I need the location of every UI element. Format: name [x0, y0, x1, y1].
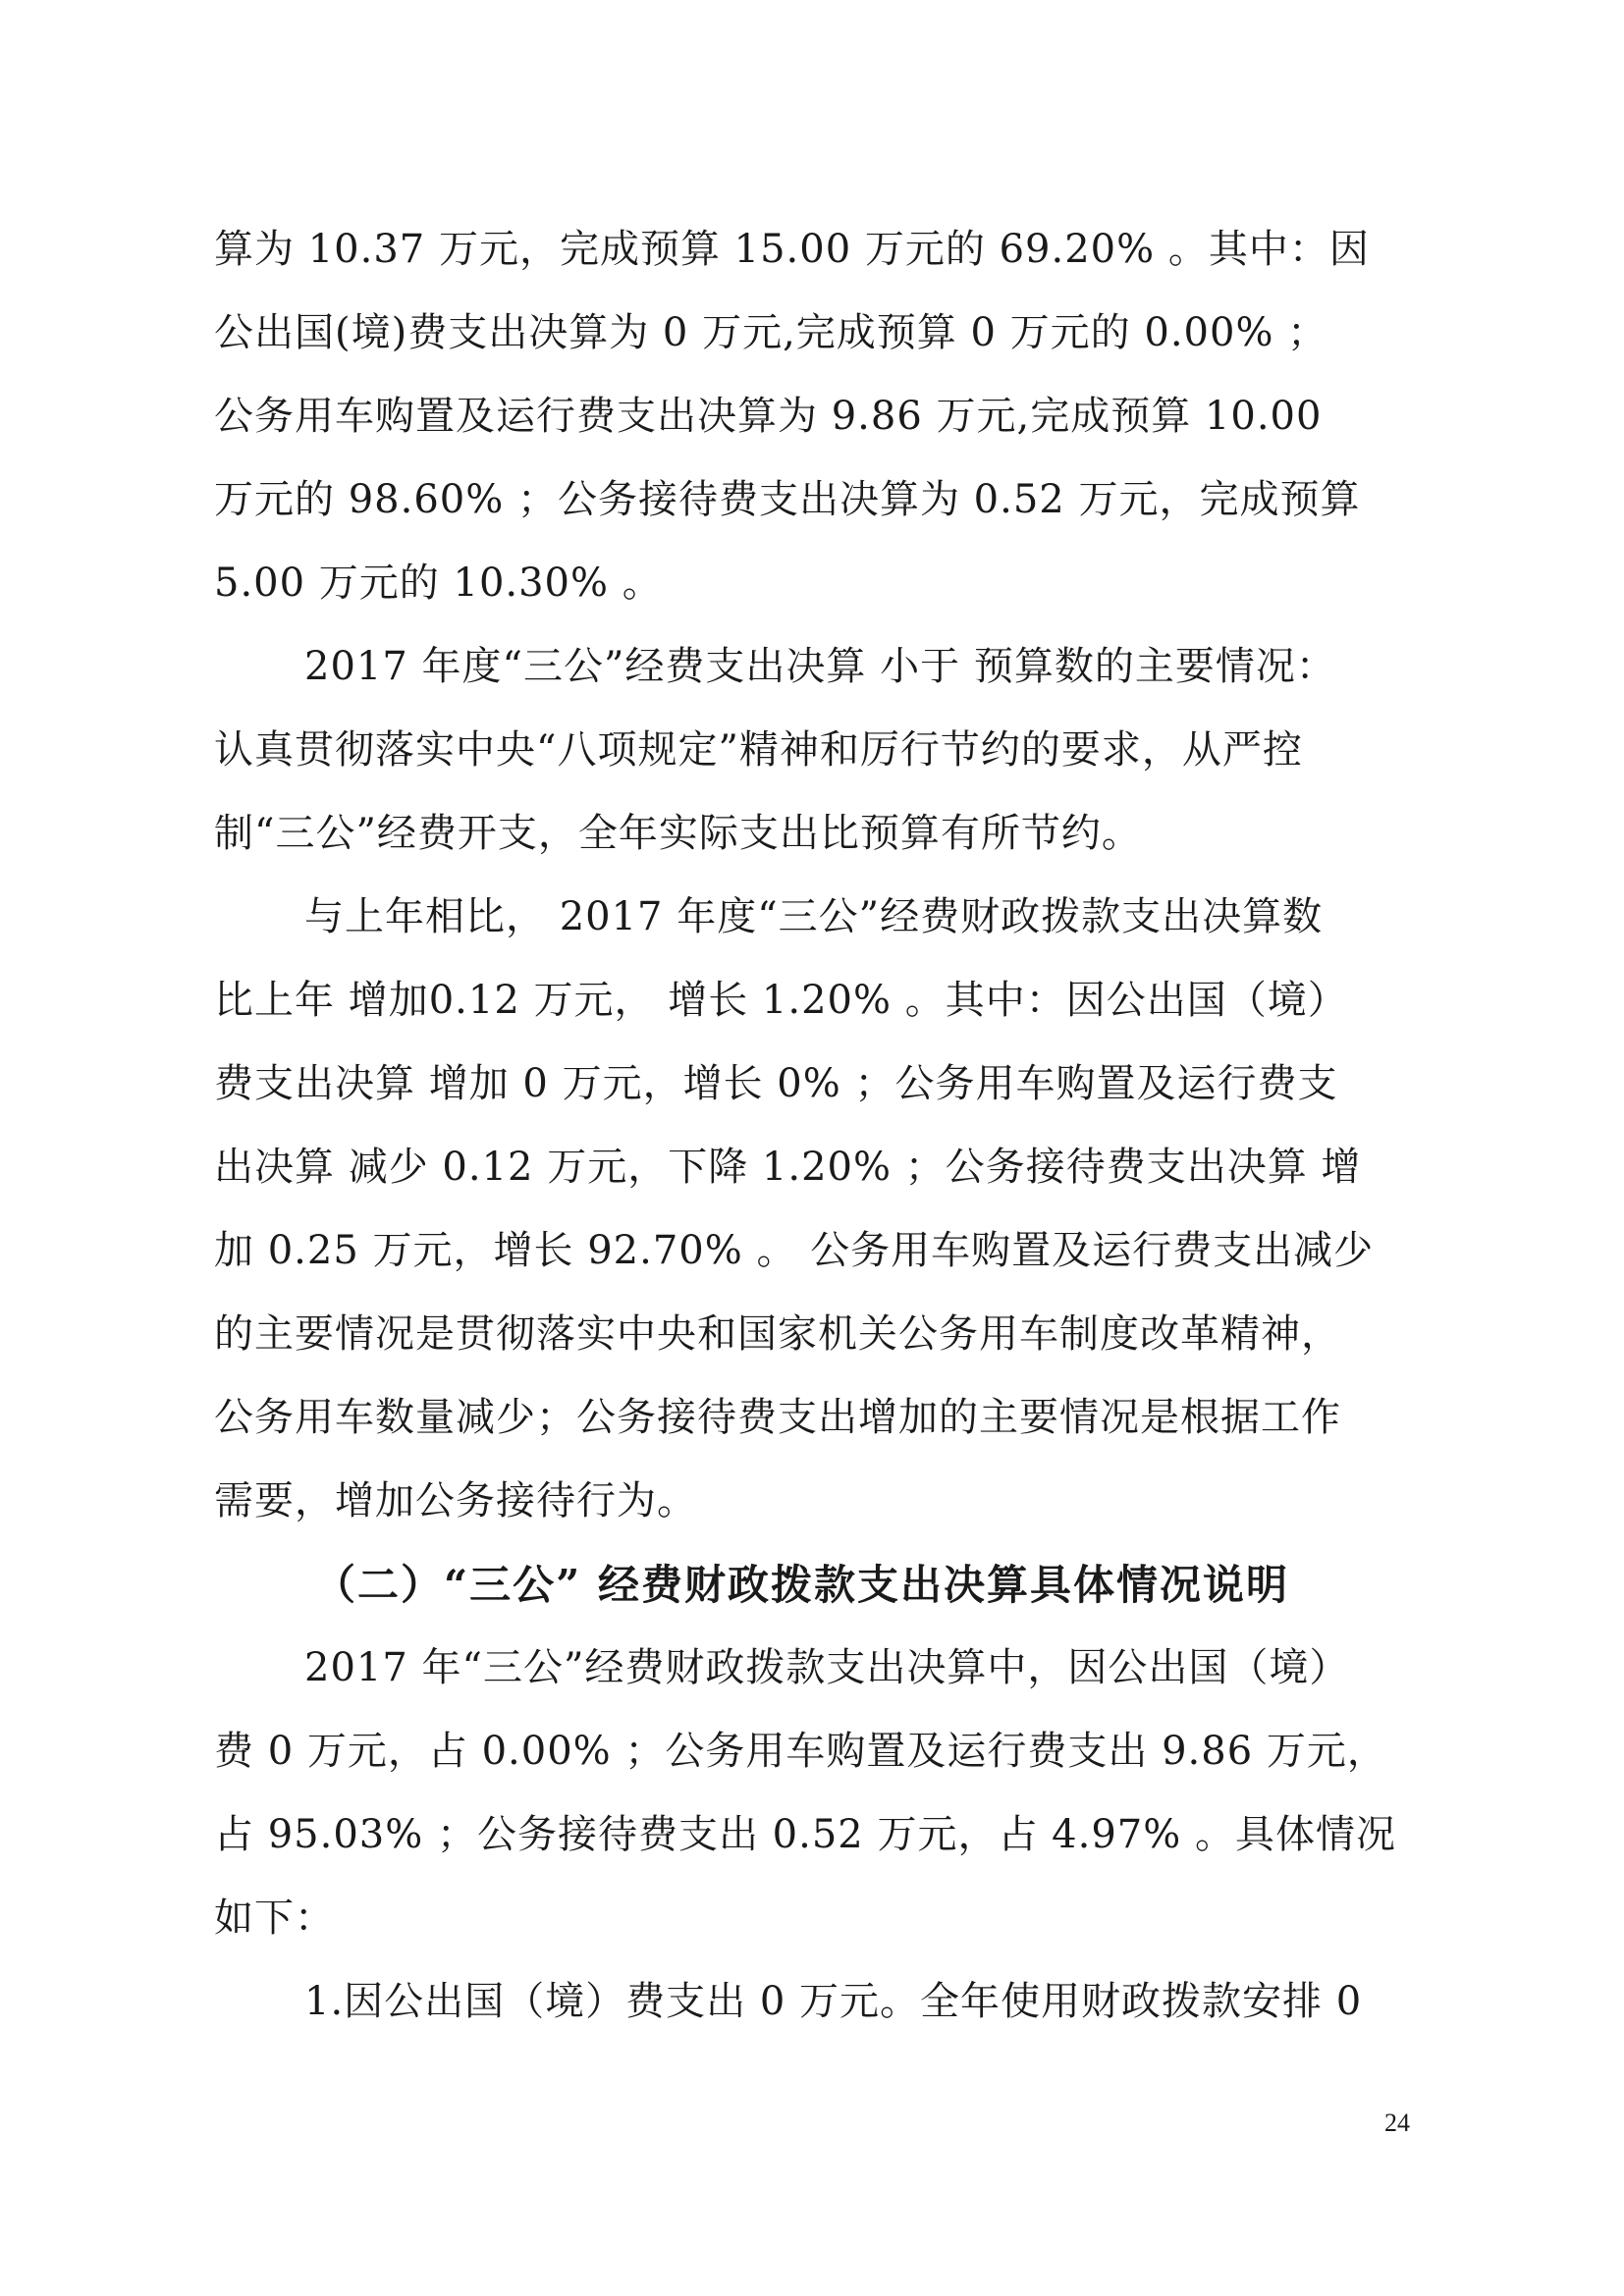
- text-line: 的主要情况是贯彻落实中央和国家机关公务用车制度改革精神，: [214, 1311, 1341, 1357]
- text-line: 占 95.03% ；公务接待费支出 0.52 万元，占 4.97% 。具体情况: [214, 1812, 1396, 1857]
- text-line: 如下：: [214, 1896, 335, 1941]
- body-text: [214, 208, 1432, 2044]
- text-line: 公出国(境)费支出决算为 0 万元,完成预算 0 万元的 0.00% ；: [214, 310, 1328, 355]
- text-line: 需要，增加公务接待行为。: [214, 1478, 697, 1523]
- page-number: 24: [1384, 2109, 1410, 2137]
- text-line: 比上年 增加0.12 万元， 增长 1.20% 。其中：因公出国（境）: [214, 978, 1348, 1023]
- text-line: 出决算 减少 0.12 万元，下降 1.20% ；公务接待费支出决算 增: [214, 1145, 1362, 1190]
- text-line: 加 0.25 万元，增长 92.70% 。 公务用车购置及运行费支出减少: [214, 1228, 1375, 1273]
- text-line: 费 0 万元，占 0.00% ；公务用车购置及运行费支出 9.86 万元，: [214, 1729, 1387, 1774]
- text-line: 算为 10.37 万元，完成预算 15.00 万元的 69.20% 。其中：因: [214, 227, 1370, 272]
- text-line: 制“三公”经费开支，全年实际支出比预算有所节约。: [214, 811, 1142, 856]
- text-line: 费支出决算 增加 0 万元，增长 0% ；公务用车购置及运行费支: [214, 1061, 1338, 1106]
- text-line: 万元的 98.60% ；公务接待费支出决算为 0.52 万元，完成预算: [214, 477, 1361, 522]
- list-item-line: 1.因公出国（境）费支出 0 万元。全年使用财政拨款安排 0: [304, 1979, 1363, 2024]
- paragraph-start-line: 2017 年度“三公”经费支出决算 小于 预算数的主要情况：: [304, 644, 1336, 689]
- text-line: 公务用车购置及运行费支出决算为 9.86 万元,完成预算 10.00: [214, 394, 1323, 439]
- paragraph-start-line: 与上年相比， 2017 年度“三公”经费财政拨款支出决算数: [304, 894, 1324, 939]
- text-line: 认真贯彻落实中央“八项规定”精神和厉行节约的要求，从严控: [214, 727, 1303, 773]
- text-line: 5.00 万元的 10.30% 。: [214, 561, 663, 606]
- section-heading: （二）“三公” 经费财政拨款支出决算具体情况说明: [314, 1561, 1289, 1609]
- paragraph-start-line: 2017 年“三公”经费财政拨款支出决算中，因公出国（境）: [304, 1645, 1350, 1690]
- text-line: 公务用车数量减少；公务接待费支出增加的主要情况是根据工作: [214, 1395, 1341, 1440]
